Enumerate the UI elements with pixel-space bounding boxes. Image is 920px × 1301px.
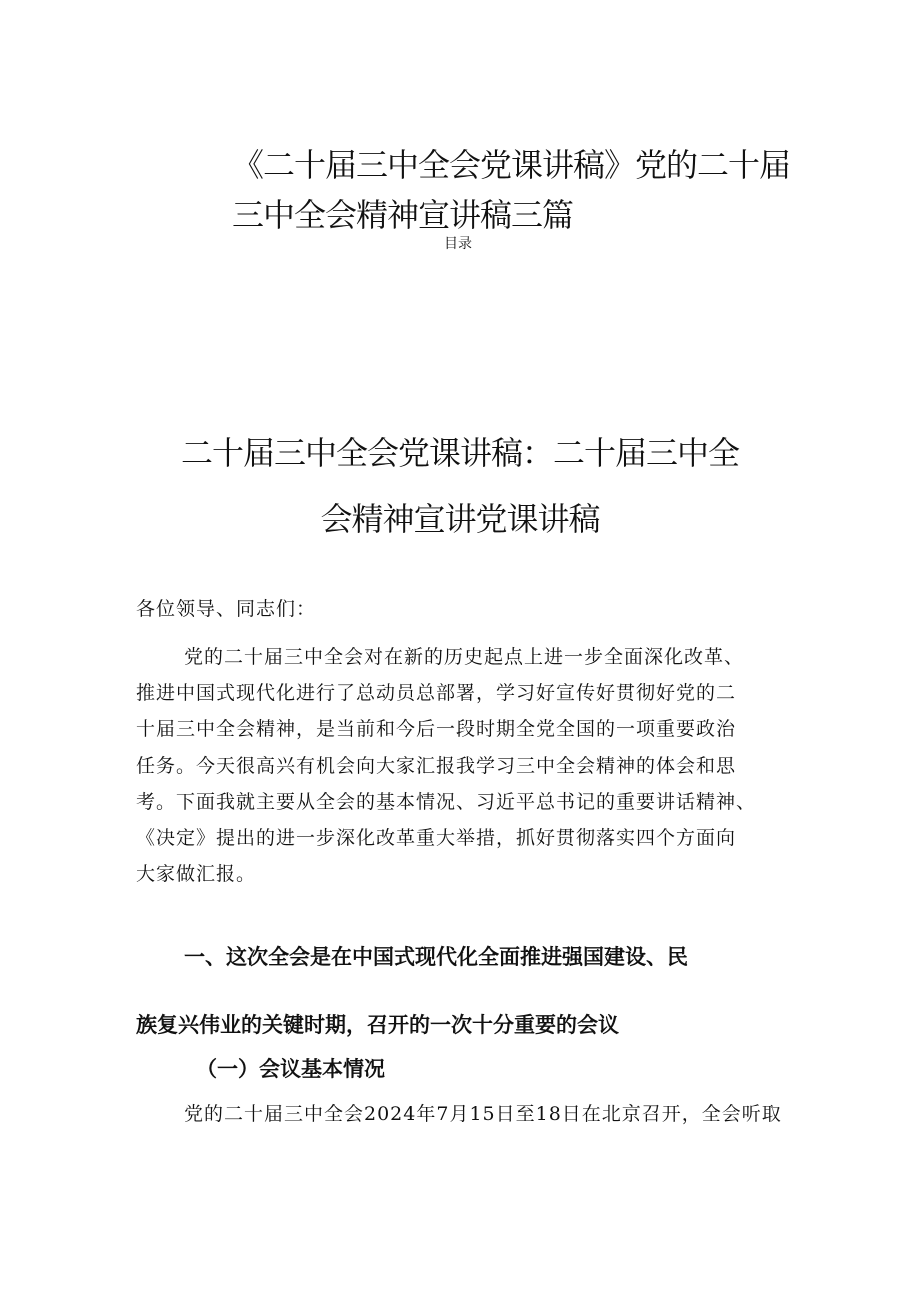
toc-label: 目录 [444, 236, 472, 252]
greeting: 各位领导、同志们： [136, 598, 317, 620]
paragraph-line: 考。下面我就主要从全会的基本情况、习近平总书记的重要讲话精神、 [136, 790, 757, 813]
section-title [120, 420, 800, 552]
body-paragraph: 党的二十届三中全会2024年7月15日至18日在北京召开，全会听取 [184, 1103, 782, 1125]
section-title-line-2: 会精神宣讲党课讲稿 [320, 500, 600, 538]
paragraph-line: 《决定》提出的进一步深化改革重大举措，抓好贯彻落实四个方面向 [136, 826, 737, 849]
paragraph-line: 推进中国式现代化进行了总动员总部署，学习好宣传好贯彻好党的二 [136, 682, 737, 705]
subsection-heading: （一）会议基本情况 [196, 1057, 385, 1081]
document-title-line-1: 《二十届三中全会党课讲稿》党的二十届 [232, 146, 791, 184]
paragraph-line: 党的二十届三中全会对在新的历史起点上进一步全面深化改革、 [184, 646, 745, 668]
heading-line: 一、这次全会是在中国式现代化全面推进强国建设、民 [184, 945, 688, 969]
document-title [232, 140, 812, 240]
intro-paragraph [136, 639, 796, 892]
section-title-line-1: 二十届三中全会党课讲稿：二十届三中全 [180, 434, 739, 472]
paragraph-line: 大家做汇报。 [136, 863, 257, 886]
heading-line: 族复兴伟业的关键时期，召开的一次十分重要的会议 [136, 1013, 619, 1037]
paragraph-line: 任务。今天很高兴有机会向大家汇报我学习三中全会精神的体会和思 [136, 754, 737, 777]
paragraph-line: 十届三中全会精神，是当前和今后一段时期全党全国的一项重要政治 [136, 718, 737, 741]
document-title-line-2: 三中全会精神宣讲稿三篇 [232, 196, 574, 234]
